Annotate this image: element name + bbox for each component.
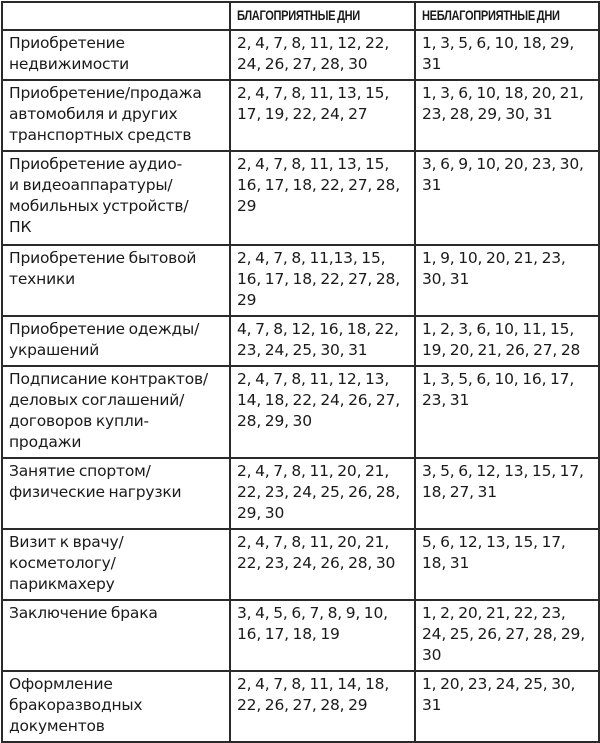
header-activity — [2, 2, 230, 30]
unfavorable-cell: 1, 2, 3, 6, 10, 11, 15, 19, 20, 21, 26, 27, 28 — [415, 316, 599, 366]
favorable-cell: 2, 4, 7, 8, 11, 13, 15, 17, 19, 22, 24, 27 — [230, 80, 415, 151]
table-header-row — [2, 2, 599, 30]
favorable-cell: 2, 4, 7, 8, 11, 20, 21, 22, 23, 24, 26, 28, 30 — [230, 529, 415, 600]
table-row — [2, 151, 599, 245]
table-row — [2, 245, 599, 316]
table-row — [2, 80, 599, 151]
activity-cell: Визит к врачу/ косметологу/ парикмахеру — [2, 529, 230, 600]
unfavorable-cell: 1, 3, 5, 6, 10, 18, 29, 31 — [415, 30, 599, 80]
unfavorable-cell: 1, 2, 20, 21, 22, 23, 24, 25, 26, 27, 28, 29, 30 — [415, 600, 599, 671]
unfavorable-cell: 1, 3, 6, 10, 18, 20, 21, 23, 28, 29, 30, 31 — [415, 80, 599, 151]
table-body — [2, 30, 599, 742]
favorable-cell: 4, 7, 8, 12, 16, 18, 22, 23, 24, 25, 30, 31 — [230, 316, 415, 366]
unfavorable-cell: 5, 6, 12, 13, 15, 17, 18, 31 — [415, 529, 599, 600]
table-row — [2, 30, 599, 80]
activity-cell: Оформление бракоразводных документов — [2, 671, 230, 742]
favorable-cell: 2, 4, 7, 8, 11,13, 15, 16, 17, 18, 22, 27, 28, 29 — [230, 245, 415, 316]
table-row — [2, 316, 599, 366]
favorable-cell: 2, 4, 7, 8, 11, 14, 18, 22, 26, 27, 28, 29 — [230, 671, 415, 742]
favorable-cell: 2, 4, 7, 8, 11, 12, 22, 24, 26, 27, 28, 30 — [230, 30, 415, 80]
header-unfavorable-days — [415, 2, 599, 30]
favorable-days-table — [1, 1, 600, 743]
header-favorable-days — [230, 2, 415, 30]
table-row — [2, 458, 599, 529]
table-row — [2, 529, 599, 600]
unfavorable-cell: 1, 3, 5, 6, 10, 16, 17, 23, 31 — [415, 366, 599, 458]
favorable-cell: 2, 4, 7, 8, 11, 20, 21, 22, 23, 24, 25, 26, 28, 29, 30 — [230, 458, 415, 529]
activity-cell: Подписание контрактов/ деловых соглашений/ договоров купли- продажи — [2, 366, 230, 458]
activity-cell: Занятие спортом/ физические нагрузки — [2, 458, 230, 529]
unfavorable-cell: 1, 20, 23, 24, 25, 30, 31 — [415, 671, 599, 742]
activity-cell: Приобретение недвижимости — [2, 30, 230, 80]
favorable-cell: 2, 4, 7, 8, 11, 13, 15, 16, 17, 18, 22, 27, 28, 29 — [230, 151, 415, 245]
activity-cell: Приобретение бытовой техники — [2, 245, 230, 316]
favorable-cell: 2, 4, 7, 8, 11, 12, 13, 14, 18, 22, 24, 26, 27, 28, 29, 30 — [230, 366, 415, 458]
table-row — [2, 366, 599, 458]
favorable-cell: 3, 4, 5, 6, 7, 8, 9, 10, 16, 17, 18, 19 — [230, 600, 415, 671]
activity-cell: Заключение брака — [2, 600, 230, 671]
activity-cell: Приобретение/продажа автомобиля и других транспортных средств — [2, 80, 230, 151]
activity-cell: Приобретение аудио- и видеоаппаратуры/ мобильных устройств/ ПК — [2, 151, 230, 245]
header-favorable-label: БЛАГОПРИЯТНЫЕ ДНИ — [237, 8, 360, 23]
table-row — [2, 671, 599, 742]
unfavorable-cell: 3, 6, 9, 10, 20, 23, 30, 31 — [415, 151, 599, 245]
activity-cell: Приобретение одежды/ украшений — [2, 316, 230, 366]
table-row — [2, 600, 599, 671]
unfavorable-cell: 3, 5, 6, 12, 13, 15, 17, 18, 27, 31 — [415, 458, 599, 529]
unfavorable-cell: 1, 9, 10, 20, 21, 23, 30, 31 — [415, 245, 599, 316]
header-unfavorable-label: НЕБЛАГОПРИЯТНЫЕ ДНИ — [422, 8, 560, 23]
